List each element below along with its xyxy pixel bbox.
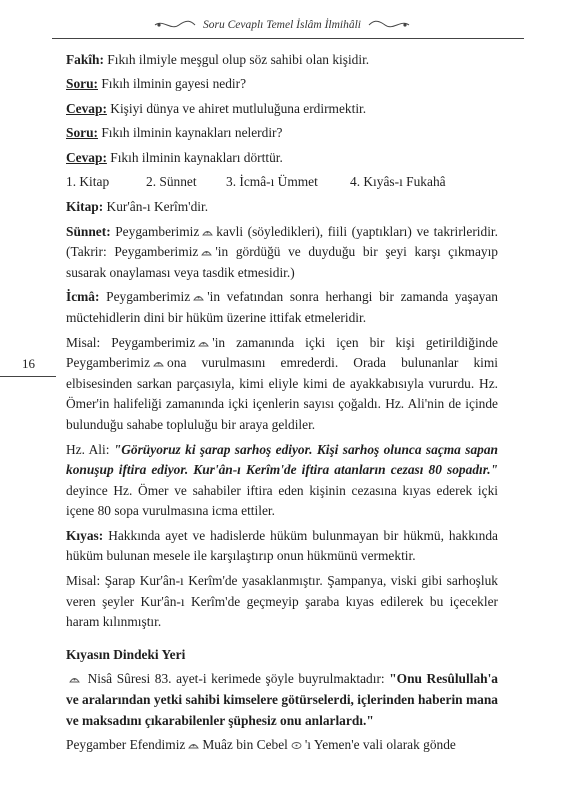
term-label: Kıyas: <box>66 527 104 543</box>
paragraph-nisa <box>66 669 498 731</box>
paragraph-hz-ali <box>66 440 498 522</box>
term-text: Hakkında ayet ve hadislerde hüküm bulunmayan bir hükmü, hakkında hüküm bulunan mesele ile karşılaştırıp onun hükmünü vermektir. <box>66 527 498 564</box>
text-run: 'in gördüğü ve duyduğu bir şeyi karşı çıkmayıp susarak onaylaması veya tasdik etmesidir.) <box>66 244 499 280</box>
question-text: Fıkıh ilminin kaynakları nelerdir? <box>98 125 283 141</box>
page-body <box>66 50 498 759</box>
question-label: Soru: <box>66 76 98 91</box>
answer-label: Cevap: <box>66 149 107 165</box>
paragraph-fakih <box>66 50 498 70</box>
text-run: Hz. Ali: <box>66 441 114 457</box>
verse-symbol-icon <box>69 675 80 684</box>
salawat-symbol-icon <box>198 339 209 348</box>
paragraph-sunnet <box>66 222 498 284</box>
header-title: Soru Cevaplı Temel İslâm İlmihâli <box>202 19 361 31</box>
ornament-right-icon <box>367 19 411 31</box>
salawat-symbol-icon <box>153 359 164 368</box>
term-label: Kitap: <box>66 198 104 214</box>
text-run: deyince Hz. Ömer ve sahabiler iftira eden kişinin cezasına kıyas ederek içki içene 80 sopa vurulmasına icma ettiler. <box>66 482 498 519</box>
text-run: 'in zamanında içki içen bir kişi getirildiğinde Peygamberimiz <box>66 334 498 371</box>
term-label: Fakîh: <box>66 52 104 67</box>
header-rule <box>52 38 524 39</box>
text-run: Peygamberimiz <box>110 223 200 239</box>
paragraph-kitap <box>66 197 498 218</box>
text-run: Nisâ Sûresi 83. ayet-i kerimede şöyle buyrulmaktadır: <box>83 671 390 687</box>
radiyallahu-symbol-icon <box>291 741 302 750</box>
quote-text: "Görüyoruz ki şarap sarhoş ediyor. Kişi sarhoş olunca saçma sapan konuşup iftira ediyor. Kur'ân-ı Kerîm'de iftira atanların cezası 80 sopadır." <box>66 441 498 478</box>
text-run: Peygamberimiz <box>99 289 191 305</box>
text-run: Misal: Peygamberimiz <box>66 334 196 350</box>
page-number: 16 <box>22 356 35 371</box>
answer-label: Cevap: <box>66 100 107 116</box>
source-item: 1. Kitap <box>66 174 110 190</box>
answer-1 <box>66 99 498 120</box>
term-text: Fıkıh ilmiyle meşgul olup söz sahibi olan kişidir. <box>103 52 370 67</box>
paragraph-last <box>66 735 498 755</box>
salawat-symbol-icon <box>201 248 212 257</box>
salawat-symbol-icon <box>188 741 199 750</box>
text-run: ona vurulmasını emrederdi. Orada bulunanlar kimi elbisesinden sarkan parçasıyla, kimi eliyle kimi de ayakkabısıyla vururdu. Hz. Ömer'in halifeliği zamanında içki içenlerin sayısı çoğaldı. Hz. Ali'nin de içinde bulunduğu sahabe topluluğu bir araya geldiler. <box>66 355 498 432</box>
ornament-left-icon <box>153 19 197 31</box>
answer-text: Kişiyi dünya ve ahiret mutluluğuna erdirmektir. <box>106 100 367 116</box>
text-run: Peygamber Efendimiz <box>66 737 186 753</box>
paragraph-misal-1 <box>66 333 498 436</box>
answer-2 <box>66 148 498 169</box>
paragraph-icma <box>66 287 498 328</box>
salawat-symbol-icon <box>202 228 213 237</box>
term-label: İcmâ: <box>66 289 100 305</box>
text-run: Muâz bin Cebel <box>202 737 288 753</box>
verse-quote: "Onu Resûlullah'a ve aralarından yetki sahibi kimselere götürselerdi, içlerinden haberin mana ve maksadını çıkarabilenler şüphesiz onu anlarlardı." <box>66 671 498 728</box>
question-2 <box>66 123 498 144</box>
answer-text: Fıkıh ilminin kaynakları dörttür. <box>106 149 283 165</box>
question-1 <box>66 74 498 95</box>
source-item: 3. İcmâ-ı Ümmet <box>226 174 318 190</box>
question-label: Soru: <box>66 125 98 141</box>
text-run: 'ı Yemen'e vali olarak gönde <box>304 737 456 753</box>
source-item: 4. Kıyâs-ı Fukahâ <box>350 174 446 190</box>
text-run: 'in vefatından sonra herhangi bir zamanda yaşayan müctehidlerin dini bir hüküm üzerine ittifak etmeleridir. <box>66 289 498 325</box>
sources-list <box>66 172 498 193</box>
source-item: 2. Sünnet <box>146 174 197 190</box>
margin-rule <box>0 376 56 377</box>
section-heading: Kıyasın Dindeki Yeri <box>66 646 186 662</box>
term-text: Kur'ân-ı Kerîm'dir. <box>103 198 209 214</box>
text-run: kavli (söyledikleri), fiili (yaptıkları) ve takrirleridir. (Takrir: Peygamberimiz <box>66 223 498 260</box>
running-header <box>0 14 564 36</box>
salawat-symbol-icon <box>193 293 204 302</box>
term-label: Sünnet: <box>66 223 111 239</box>
question-text: Fıkıh ilminin gayesi nedir? <box>98 76 247 91</box>
paragraph-misal-2: Misal: Şarap Kur'ân-ı Kerîm'de yasaklanmıştır. Şampanya, viski gibi sarhoşluk veren şeyler Kur'ân-ı Kerîm'de geçmeyip şaraba kıyas edilerek bu içecekler haram kılınmıştır. <box>66 573 498 630</box>
paragraph-kiyas <box>66 526 498 567</box>
